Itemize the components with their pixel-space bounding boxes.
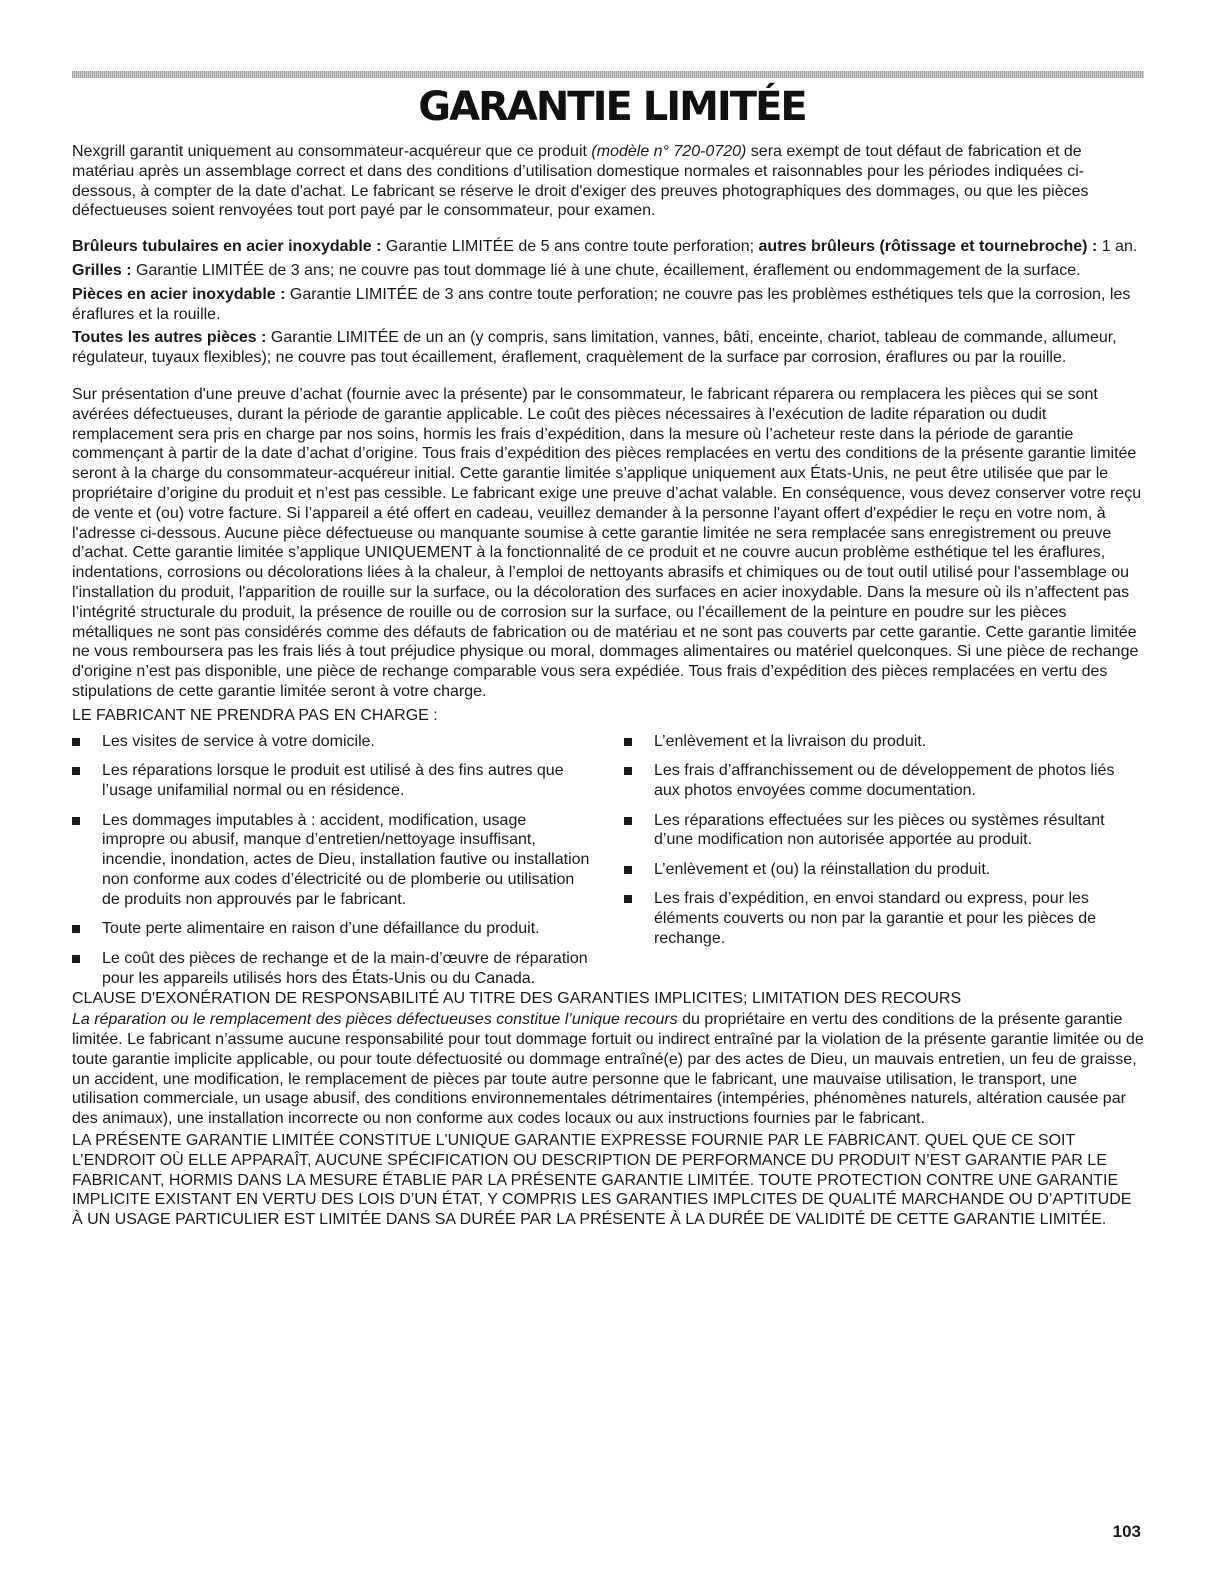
exclusion-item: Les réparations effectuées sur les pièces ou systèmes résultant d’une modification non autorisée apportée au produit.: [624, 811, 1144, 851]
intro-model: (modèle n° 720-0720): [591, 143, 747, 160]
coverage-list: [72, 237, 1144, 368]
exclusions-left-list: [72, 732, 592, 989]
exclusions-heading: LE FABRICANT NE PRENDRA PAS EN CHARGE :: [72, 706, 438, 724]
exclusion-item: Les frais d’expédition, en envoi standard ou express, pour les éléments couverts ou non par la garantie et pour les pièces de rechange.: [624, 889, 1144, 948]
disclaimer-text: du propriétaire en vertu des conditions de la présente garantie limitée. Le fabricant n’assume aucune responsabilité pour tout dommage fortuit ou indirect entraîné par la violation de la présente garantie limitée ou de toute garantie implicite applicable, ou pour toute défectuosité ou dommage entraîné(e) par des actes de Dieu, un mauvais entretien, un feu de graisse, un accident, une modification, le remplacement de pièces par toute autre personne que le fabricant, une mauvaise utilisation, le transport, une utilisation commerciale, un usage abusif, des conditions environnementales détrimentaires (intempéries, phénomènes naturels, altération causée par des animaux), une installation incorrecte ou non conforme aux codes locaux ou aux instructions fournies par le fabricant.: [72, 1011, 1144, 1128]
coverage-item-other-parts: [72, 328, 1144, 368]
exclusion-item: L’enlèvement et la livraison du produit.: [624, 732, 1144, 752]
warranty-terms-paragraph: Sur présentation d'une preuve d’achat (fournie avec la présente) par le consommateur, le fabricant réparera ou remplacera les pièces qui se sont avérées défectueuses, durant la période de garantie applicable. Le coût des pièces nécessaires à l'exécution de ladite réparation ou dudit remplacement sera pris en charge par nos soins, hormis les frais d’expédition, dans la mesure où l’acheteur reste dans la période de garantie commençant à partir de la date d’achat d’origine. Tous frais d’expédition des pièces remplacées en vertu des conditions de la présente garantie limitée seront à la charge du consommateur-acquéreur initial. Cette garantie limitée s’applique uniquement aux États-Unis, ne peut être utilisée que par le propriétaire d’origine du produit et n’est pas cessible. Le fabricant exige une preuve d’achat valable. En conséquence, vous devez conserver votre reçu de vente et (ou) votre facture. Si l’appareil a été offert en cadeau, veuillez demander à la personne l'ayant offert d'expédier le reçu en votre nom, à l'adresse ci-dessous. Aucune pièce défectueuse ou manquante soumise à cette garantie limitée ne sera remplacée sans enregistrement ou preuve d’achat. Cette garantie limitée s’applique UNIQUEMENT à la fonctionnalité de ce produit et ne couvre aucun problème esthétique tel les éraflures, indentations, corrosions ou décolorations liées à la chaleur, à l’emploi de nettoyants abrasifs et chimiques ou de tout outil utilisé pour l'assemblage ou l'installation du produit, l'apparition de rouille sur la surface, ou la décoloration des surfaces en acier inoxydable. Dans la mesure où ils n’affectent pas l’intégrité structurale du produit, la présence de rouille ou de corrosion sur la surface, ou l’écaillement de la peinture en poudre sur les pièces métalliques ne sont pas considérés comme des défauts de fabrication ou de matériau et ne sont pas couverts par cette garantie. Cette garantie limitée ne vous remboursera pas les frais liés à tout préjudice physique ou moral, dommages alimentaires ou matériel quelconques. Si une pièce de rechange d'origine n’est pas disponible, une pièce de rechange comparable vous sera expédiée. Tous frais d’expédition des pièces remplacées en vertu des stipulations de cette garantie limitée seront à votre charge.: [72, 385, 1142, 700]
coverage-text: Garantie LIMITÉE de 3 ans contre toute perforation; ne couvre pas les problèmes esthétiques tels que la corrosion, les éraflures et la rouille.: [72, 285, 1131, 323]
exclusion-item: Les dommages imputables à : accident, modification, usage impropre ou abusif, manque d’entretien/nettoyage insuffisant, incendie, inondation, actes de Dieu, installation fautive ou installation non conforme aux codes d’électricité ou de plomberie ou utilisation de produits non approuvés par le fabricant.: [72, 811, 592, 910]
disclaimer-heading: CLAUSE D'EXONÉRATION DE RESPONSABILITÉ AU TITRE DES GARANTIES IMPLICITES; LIMITATION DES RECOURS: [72, 990, 962, 1008]
exclusion-item: Les frais d’affranchissement ou de développement de photos liés aux photos envoyées comme documentation.: [624, 761, 1144, 801]
page-title: GARANTIE LIMITÉE: [418, 84, 806, 130]
exclusions-right-list: [624, 732, 1144, 949]
disclaimer-italic: La réparation ou le remplacement des pièces défectueuses constitue l’unique recours: [72, 1011, 678, 1029]
coverage-label: Grilles :: [72, 261, 132, 279]
exclusion-item: Toute perte alimentaire en raison d’une défaillance du produit.: [72, 919, 592, 939]
coverage-item-stainless-parts: [72, 285, 1144, 325]
coverage-item-grills: [72, 261, 1144, 281]
disclaimer-paragraph: [72, 1010, 1144, 1129]
coverage-label: Pièces en acier inoxydable :: [72, 285, 286, 303]
coverage-text: Garantie LIMITÉE de un an (y compris, sans limitation, vannes, bâti, enceinte, chariot, tableau de commande, allumeur, régulateur, tuyaux flexibles); ne couvre pas tout écaillement, éraflement, craquèlement de la surface par corrosion, éraflures ou par la rouille.: [72, 329, 1117, 367]
exclusions-lists: [72, 732, 1144, 989]
exclusion-item: Le coût des pièces de rechange et de la main-d’œuvre de réparation pour les appareils utilisés hors des États-Unis ou du Canada.: [72, 949, 592, 989]
coverage-item-burners: [72, 237, 1144, 257]
header-rule: [72, 71, 1144, 78]
page-content: [72, 142, 1144, 1230]
exclusions-right-column: [624, 732, 1144, 989]
intro-text-before: Nexgrill garantit uniquement au consommateur-acquéreur que ce produit: [72, 143, 592, 160]
intro-paragraph: [72, 142, 1144, 221]
page-number: 103: [1112, 1522, 1141, 1541]
exclusions-left-column: [72, 732, 592, 989]
exclusion-item: Les visites de service à votre domicile.: [72, 732, 592, 752]
coverage-text-secondary: 1 an.: [1097, 238, 1138, 256]
coverage-label-secondary: autres brûleurs (rôtissage et tournebroche) :: [758, 238, 1098, 256]
coverage-text: Garantie LIMITÉE de 3 ans; ne couvre pas tout dommage lié à une chute, écaillement, éraflement ou endommagement de la surface.: [131, 261, 1081, 279]
intro-text-after: sera exempt de tout défaut de fabrication et de matériau après un assemblage correct et dans des conditions d’utilisation domestique normales et raisonnables pour les périodes indiquées ci-dessous, à compter de la date d'achat. Le fabricant se réserve le droit d'exiger des preuves photographiques des dommages, ou que les pièces défectueuses soient renvoyées tout port payé par le consommateur, pour examen.: [72, 143, 1089, 220]
limitation-paragraph: LA PRÉSENTE GARANTIE LIMITÉE CONSTITUE L'UNIQUE GARANTIE EXPRESSE FOURNIE PAR LE FABRICANT. QUEL QUE CE SOIT L’ENDROIT OÙ ELLE APPARAÎT, AUCUNE SPÉCIFICATION OU DESCRIPTION DE PERFORMANCE DU PRODUIT N’EST GARANTIE PAR LE FABRICANT, HORMIS DANS LA MESURE ÉTABLIE PAR LA PRÉSENTE GARANTIE LIMITÉE. TOUTE PROTECTION CONTRE UNE GARANTIE IMPLICITE EXISTANT EN VERTU DES LOIS D’UN ÉTAT, Y COMPRIS LES GARANTIES IMPLCITES DE QUALITÉ MARCHANDE OU D’APTITUDE À UN USAGE PARTICULIER EST LIMITÉE DANS SA DURÉE PAR LA PRÉSENTE À LA DURÉE DE VALIDITÉ DE CETTE GARANTIE LIMITÉE.: [72, 1132, 1132, 1229]
coverage-text: Garantie LIMITÉE de 5 ans contre toute perforation;: [381, 238, 759, 256]
coverage-label: Toutes les autres pièces :: [72, 329, 267, 347]
coverage-label: Brûleurs tubulaires en acier inoxydable :: [72, 238, 382, 256]
exclusion-item: L’enlèvement et (ou) la réinstallation du produit.: [624, 860, 1144, 880]
exclusion-item: Les réparations lorsque le produit est utilisé à des fins autres que l’usage unifamilial normal ou en résidence.: [72, 761, 592, 801]
